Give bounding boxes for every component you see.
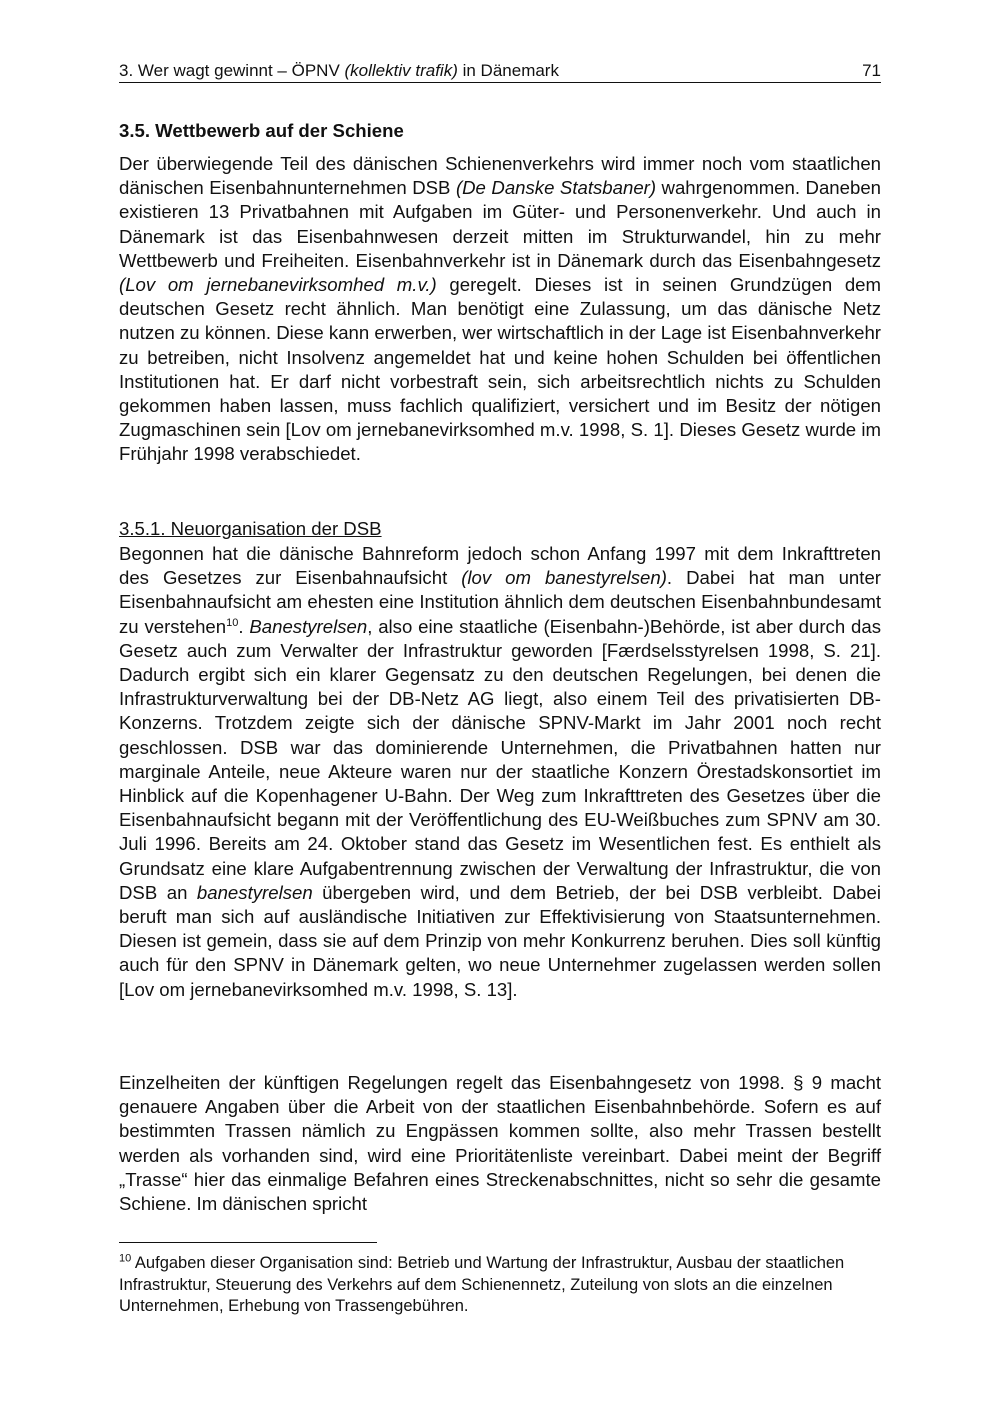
footnote-reference[interactable]: 10 — [226, 616, 239, 629]
section-paragraph-1 — [119, 152, 881, 467]
footnote — [119, 1253, 881, 1318]
text-run: , also eine staatliche (Eisenbahn-)Behörde, ist aber durch das Gesetz auch zum Verwalter der Infrastruktur geworden [Færdselsstyrelsen 1998, S. 21]. Dadurch ergibt sich ein klarer Gegensatz zu den deutschen Regelungen, bei denen die Infrastrukturverwaltung bei der DB-Netz AG liegt, also einem Teil des privatisierten DB-Konzerns. Trotzdem zeigte sich der dänische SPNV-Markt im Jahr 2001 noch recht geschlossen. DSB war das dominierende Unternehmen, die Privatbahnen hatten nur marginale Anteile, neue Akteure waren nur der staatliche Konzern Örestadskonsortiet im Hinblick auf die Kopenhagener U-Bahn. Der Weg zum Inkrafttreten des Gesetzes über die Eisenbahnaufsicht begann mit der Veröffentlichung des EU-Weißbuches zum SPNV am 30. Juli 1996. Bereits am 24. Oktober stand das Gesetz im Wesentlichen fest. Es enthielt als Grundsatz eine klare Aufgabentrennung zwischen der Verwaltung der Infrastruktur, die von DSB an — [119, 615, 881, 903]
italic-run: banestyrelsen — [196, 881, 313, 903]
header-title-suffix: in Dänemark — [457, 61, 559, 80]
text-run: Der überwiegende Teil des dänischen Schienenverkehrs wird immer noch vom staatlichen dänischen Eisenbahnunternehmen DSB — [119, 153, 881, 199]
footnote-text: Aufgaben dieser Organisation sind: Betrieb und Wartung der Infrastruktur, Ausbau der staatlichen Infrastruktur, Steuerung des Verkehrs auf dem Schienennetz, Zuteilung von slots an die einzelnen Unternehmen, Erhebung von Trassengebühren. — [119, 1254, 845, 1315]
page-number: 71 — [862, 61, 881, 80]
header-title-italic: (kollektiv trafik) — [344, 61, 458, 80]
subsection-paragraph-1 — [119, 542, 881, 1002]
footnote-divider — [119, 1242, 377, 1243]
header-title — [119, 60, 559, 82]
text-run: . — [238, 615, 250, 637]
subsection-paragraph-2: Einzelheiten der künftigen Regelungen regelt das Eisenbahngesetz von 1998. § 9 macht genauere Angaben über die Arbeit von der staatlichen Eisenbahnbehörde. Sofern es auf bestimmten Trassen nämlich zu Engpässen kommen sollte, also mehr Trassen bestellt werden als vorhanden sind, wird eine Prioritätenliste vereinbart. Dabei meint der Begriff „Trasse“ hier das einmalige Befahren eines Streckenabschnittes, nicht so sehr die gesamte Schiene. Im dänischen spricht — [119, 1072, 881, 1215]
italic-run: (De Danske Statsbaner) — [455, 177, 657, 199]
text-run: wahrgenommen. Daneben existieren 13 Privatbahnen mit Aufgaben im Güter- und Personenverkehr. Und auch in Dänemark ist das Eisenbahnwesen derzeit mitten im Strukturwandel, hin zu mehr Wettbewerb und Freiheiten. Eisenbahnverkehr ist in Dänemark durch das Eisenbahngesetz — [119, 177, 881, 271]
text-run: übergeben wird, und dem Betrieb, der bei DSB verbleibt. Dabei beruft man sich auf ausländische Initiativen zur Effektivisierung von Staatsunternehmen. Diesen ist gemein, dass sie auf dem Prinzip von mehr Konkurrenz beruhen. Dies soll künftig auch für den SPNV in Dänemark gelten, wo neue Unternehmer zugelassen werden sollen [Lov om jernebanevirksomhed m.v. 1998, S. 13]. — [119, 881, 881, 1000]
header-title-prefix: 3. Wer wagt gewinnt – ÖPNV — [119, 61, 345, 80]
italic-run: (Lov om jernebanevirksomhed m.v.) — [119, 274, 437, 296]
text-run: Begonnen hat die dänische Bahnreform jedoch schon Anfang 1997 mit dem Inkrafttreten des Gesetzes zur Eisenbahnaufsicht — [119, 543, 881, 589]
italic-run: (lov om banestyrelsen) — [461, 567, 667, 589]
running-header — [119, 60, 881, 83]
subsection-heading: 3.5.1. Neuorganisation der DSB — [119, 518, 382, 539]
footnote-number: 10 — [119, 1252, 132, 1265]
text-run: . Dabei hat man unter Eisenbahnaufsicht am ehesten eine Institution ähnlich dem deutschen Eisenbahnbundesamt zu verstehen — [119, 567, 881, 637]
section-heading: 3.5. Wettbewerb auf der Schiene — [119, 120, 404, 141]
text-run: geregelt. Dieses ist in seinen Grundzügen dem deutschen Gesetz recht ähnlich. Man benötigt eine Zulassung, um das dänische Netz nutzen zu können. Diese kann erwerben, wer wirtschaftlich in der Lage ist Eisenbahnverkehr zu betreiben, nicht Insolvenz angemeldet hat und keine hohen Schulden bei öffentlichen Institutionen hat. Er darf nicht vorbestraft sein, sich arbeitsrechtlich nichts zu Schulden gekommen haben lassen, muss fachlich qualifiziert, versichert und im Besitz der nötigen Zugmaschinen sein [Lov om jernebanevirksomhed m.v. 1998, S. 1]. Dieses Gesetz wurde im Frühjahr 1998 verabschiedet. — [119, 274, 881, 465]
italic-run: Banestyrelsen — [249, 615, 368, 637]
